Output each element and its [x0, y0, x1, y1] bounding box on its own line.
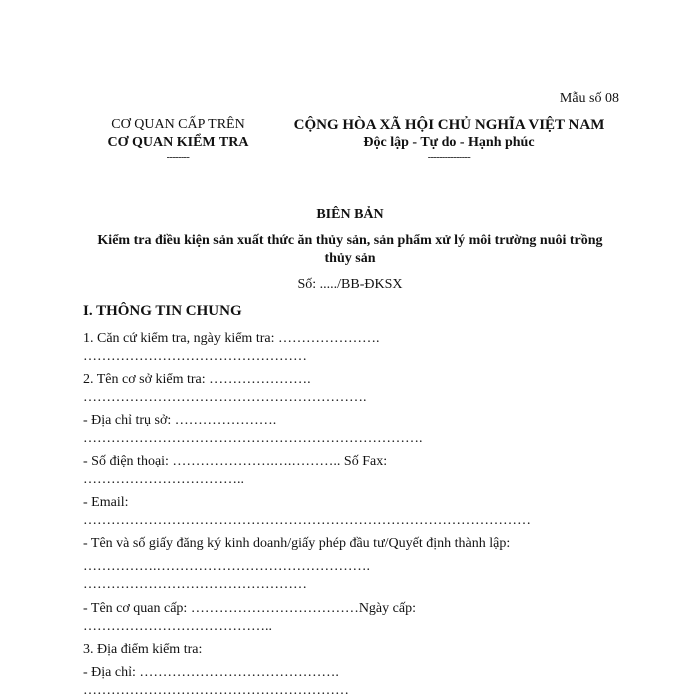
fill-line: …………………………………………	[83, 349, 307, 364]
fill-line: …………….……………………………………….	[83, 559, 370, 574]
inspection-agency-label: CƠ QUAN KIỂM TRA	[107, 135, 249, 150]
fill-line: …………………………………………………….	[83, 390, 367, 405]
fill-line: ……………………………………………………………….	[83, 431, 423, 446]
business-license-line: - Tên và số giấy đăng ký kinh doanh/giấy phép đầu tư/Quyết định thành lập:	[83, 536, 511, 551]
country-name: CỘNG HÒA XÃ HỘI CHỦ NGHĨA VIỆT NAM	[293, 117, 605, 133]
fill-line: …………………………………..	[83, 619, 272, 634]
fill-line: …………………………………………	[83, 577, 307, 592]
document-title: BIÊN BẢN	[316, 207, 384, 222]
document-subtitle: Kiểm tra điều kiện sản xuất thức ăn thủy sản, sản phẩm xử lý môi trường nuôi trồng thủy sản	[97, 233, 603, 266]
document-number: Số: ...../BB-ĐKSX	[297, 277, 403, 292]
fill-line: …………………………………………………	[83, 683, 349, 698]
left-divider: --------	[166, 152, 190, 163]
right-divider: ---------------	[427, 152, 471, 163]
section-heading: I. THÔNG TIN CHUNG	[83, 303, 242, 319]
parent-agency-label: CƠ QUAN CẤP TRÊN	[111, 117, 245, 132]
fill-line: ……………………………..	[83, 472, 244, 487]
phone-fax-line: - Số điện thoại: ………………….….……….. Số Fax:	[83, 454, 388, 469]
head-office-address-line: - Địa chỉ trụ sở: ………………….	[83, 413, 277, 428]
issuing-authority-line: - Tên cơ quan cấp: ………………………………Ngày cấp:	[83, 601, 416, 616]
facility-name-line: 2. Tên cơ sở kiểm tra: ………………….	[83, 372, 311, 387]
issuing-agency-block	[78, 116, 278, 164]
address-line: - Địa chỉ: …………………………………….	[83, 665, 339, 680]
form-number: Mẫu số 08	[559, 91, 619, 106]
email-line: - Email:	[83, 495, 129, 510]
inspection-basis-line: 1. Căn cứ kiểm tra, ngày kiểm tra: ………………….	[83, 331, 380, 346]
fill-line: ……………………………………………………………………………………	[83, 513, 531, 528]
national-motto: Độc lập - Tự do - Hạnh phúc	[363, 135, 535, 150]
inspection-location-line: 3. Địa điểm kiểm tra:	[83, 642, 203, 657]
national-motto-block	[274, 116, 624, 164]
